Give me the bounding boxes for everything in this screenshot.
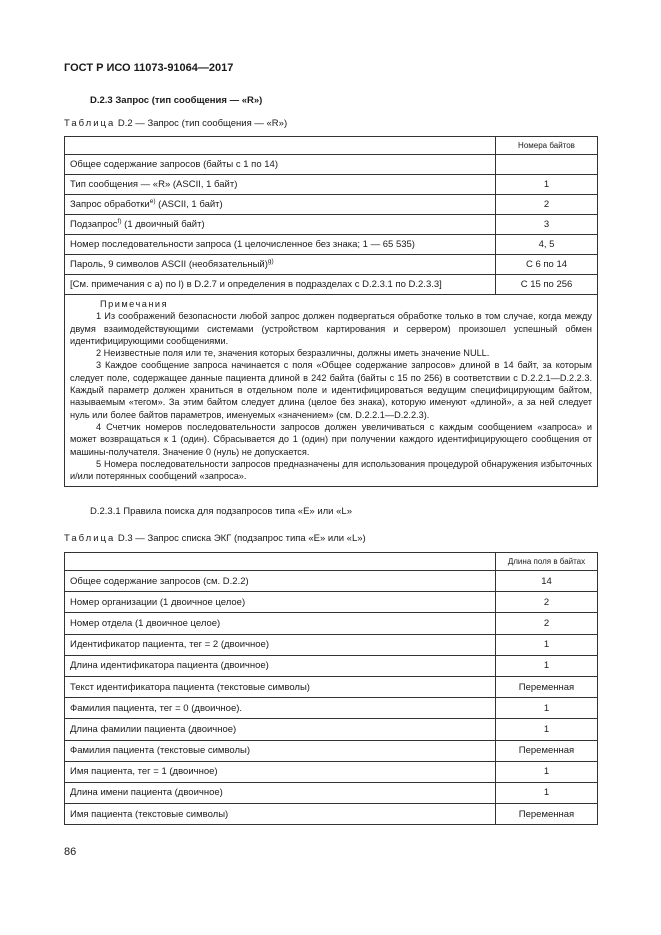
table-row — [65, 195, 598, 215]
table-ecg-list-request — [64, 552, 598, 825]
row-value: 1 — [496, 634, 598, 655]
table-row — [65, 175, 598, 195]
row-name: Общее содержание запросов (см. D.2.2) — [65, 571, 496, 592]
table1-caption-word: Таблица — [64, 118, 116, 129]
table2-caption — [64, 533, 366, 544]
note-item: 5 Номера последовательности запросов предназначены для использования процедурой обнаружения избыточных и/или потерянных сообщений «запроса». — [70, 458, 592, 482]
row-name: Имя пациента (текстовые символы) — [65, 804, 496, 825]
table-row — [65, 655, 598, 676]
table1-caption-text: D.2 — Запрос (тип сообщения — «R») — [115, 118, 288, 129]
row-name: Тип сообщения — «R» (ASCII, 1 байт) — [65, 175, 496, 195]
row-value: 1 — [496, 698, 598, 719]
table-row — [65, 740, 598, 761]
row-name: Номер последовательности запроса (1 целочисленное без знака; 1 — 65 535) — [65, 235, 496, 255]
row-name: Фамилия пациента, тег = 0 (двоичное). — [65, 698, 496, 719]
table-row — [65, 592, 598, 613]
row-name: Длина идентификатора пациента (двоичное) — [65, 655, 496, 676]
note-item: 1 Из соображений безопасности любой запрос должен подвергаться обработке только в том случае, когда между двумя взаимодействующими системами (устройством картирования и сервером) произошел успешный обмен идентифицирующими сообщениями. — [70, 311, 592, 346]
row-value: 4, 5 — [496, 235, 598, 255]
table-row — [65, 804, 598, 825]
table-row — [65, 676, 598, 697]
row-value: С 6 по 14 — [496, 255, 598, 275]
note-item: 4 Счетчик номеров последовательности запросов должен увеличиваться с каждым сообщением «запроса» и может возвращаться к 1 (один). Сбрасывается до 1 (один) при получении каждого идентифицирующего сообщения от машины-получателя. Значение 0 (нуль) не допускается. — [70, 421, 592, 457]
table-row — [65, 155, 598, 175]
row-name: Длина имени пациента (двоичное) — [65, 782, 496, 803]
table-row — [65, 698, 598, 719]
row-value: 1 — [496, 175, 598, 195]
table-row — [65, 782, 598, 803]
row-value: 1 — [496, 655, 598, 676]
table-row — [65, 275, 598, 295]
table-request — [64, 136, 598, 487]
row-name: Запрос обработки$^{e)}$ (ASCII, 1 байт) — [65, 195, 496, 215]
row-value: 3 — [496, 215, 598, 235]
table-row — [65, 761, 598, 782]
row-name: Пароль, 9 символов ASCII (необязательный)$^{g)}$ — [65, 255, 496, 275]
row-name: Текст идентификатора пациента (текстовые символы) — [65, 676, 496, 697]
row-name: [См. примечания с а) по l) в D.2.7 и определения в подразделах с D.2.3.1 по D.2.3.3] — [65, 275, 496, 295]
row-value: 1 — [496, 782, 598, 803]
row-value: 2 — [496, 195, 598, 215]
row-value: С 15 по 256 — [496, 275, 598, 295]
row-value — [496, 155, 598, 175]
notes-title: Примечания — [100, 299, 169, 309]
row-name: Номер отдела (1 двоичное целое) — [65, 613, 496, 634]
footnote-mark: e) — [149, 198, 156, 206]
notes-cell — [65, 295, 598, 487]
document-header: ГОСТ Р ИСО 11073-91064—2017 — [64, 62, 234, 74]
header-cell-length: Длина поля в байтах — [496, 553, 598, 571]
note-item: 2 Неизвестные поля или те, значения которых безразличны, должны иметь значение NULL. — [96, 348, 490, 359]
table-header-row — [65, 553, 598, 571]
table-row — [65, 634, 598, 655]
table-notes-row — [65, 295, 598, 487]
footnote-mark: g) — [267, 258, 274, 266]
subsection-title: D.2.3.1 Правила поиска для подзапросов типа «E» или «L» — [90, 506, 352, 517]
row-value: 1 — [496, 719, 598, 740]
row-name: Длина фамилии пациента (двоичное) — [65, 719, 496, 740]
table2-caption-text: D.3 — Запрос списка ЭКГ (подзапрос типа «E» или «L») — [115, 533, 366, 544]
row-value: 14 — [496, 571, 598, 592]
row-name: Идентификатор пациента, тег = 2 (двоичное) — [65, 634, 496, 655]
table-row — [65, 235, 598, 255]
row-value: Переменная — [496, 740, 598, 761]
row-value: Переменная — [496, 676, 598, 697]
table-header-row — [65, 137, 598, 155]
table-row — [65, 215, 598, 235]
note-item: 3 Каждое сообщение запроса начинается с поля «Общее содержание запросов» длиной в 14 байт, за которым следует поле, содержащее данные пациента длиной в 242 байта (байты с 15 по 256) в соответствии с D.2.2.1—D.2.2.3. Каждый параметр должен храниться в отдельном поле и идентифицироваться ведущим специфицирующим байтом, называемым «тегом». За этим байтом следует длина (целое без знака), которую именуют «длиной», а за ней следует нуль или более байтов параметров, именуемых «значением» (см. D.2.2.1—D.2.2.3). — [70, 360, 592, 420]
header-cell-empty — [65, 137, 496, 155]
row-value: 1 — [496, 761, 598, 782]
footnote-mark: f) — [117, 218, 122, 226]
header-cell-empty — [65, 553, 496, 571]
row-name: Фамилия пациента (текстовые символы) — [65, 740, 496, 761]
row-name: Подзапрос$^{f)}$ (1 двоичный байт) — [65, 215, 496, 235]
row-value: 2 — [496, 613, 598, 634]
row-value: 2 — [496, 592, 598, 613]
table1-caption — [64, 118, 287, 129]
section-title: D.2.3 Запрос (тип сообщения — «R») — [90, 95, 263, 106]
row-name: Номер организации (1 двоичное целое) — [65, 592, 496, 613]
table-row — [65, 571, 598, 592]
table-row — [65, 719, 598, 740]
header-cell-bytes: Номера байтов — [496, 137, 598, 155]
row-value: Переменная — [496, 804, 598, 825]
row-name: Общее содержание запросов (байты с 1 по 14) — [65, 155, 496, 175]
row-name: Имя пациента, тег = 1 (двоичное) — [65, 761, 496, 782]
table-row — [65, 613, 598, 634]
table2-caption-word: Таблица — [64, 533, 116, 544]
page-number: 86 — [64, 846, 77, 858]
table-row — [65, 255, 598, 275]
